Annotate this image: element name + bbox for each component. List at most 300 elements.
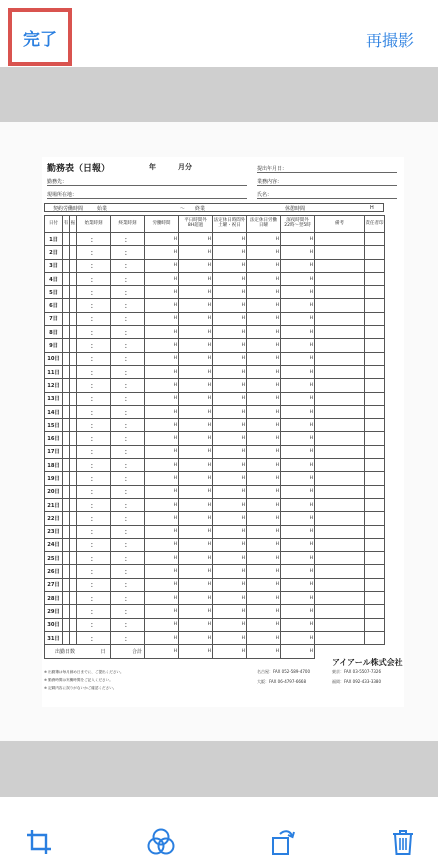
remarks-cell xyxy=(315,246,365,259)
fu-cell xyxy=(70,405,77,418)
note-2: ※ 勤務時間は実働時間をご記入ください。 xyxy=(44,678,113,682)
table-row xyxy=(45,286,385,299)
weekday-ot-cell: H xyxy=(179,432,213,445)
table-row xyxy=(45,578,385,591)
work-hours-cell: H xyxy=(145,432,179,445)
remarks-cell xyxy=(315,352,365,365)
submit-date-line xyxy=(257,172,397,173)
holiday-work-cell: H xyxy=(247,272,281,285)
table-row xyxy=(45,326,385,339)
header-date: 日付 xyxy=(45,216,63,233)
work-hours-cell: H xyxy=(145,565,179,578)
work-hours-cell: H xyxy=(145,339,179,352)
end-time-cell: ： xyxy=(111,259,145,272)
approval-cell xyxy=(365,565,385,578)
night-work-cell: H xyxy=(281,432,315,445)
fu-cell xyxy=(70,259,77,272)
weekday-ot-cell: H xyxy=(179,392,213,405)
yu-cell xyxy=(63,592,70,605)
statutory-ot-cell: H xyxy=(213,512,247,525)
approval-cell xyxy=(365,286,385,299)
weekday-ot-cell: H xyxy=(179,339,213,352)
night-work-cell: H xyxy=(281,339,315,352)
yu-cell xyxy=(63,339,70,352)
yu-cell xyxy=(63,432,70,445)
end-time-cell: ： xyxy=(111,525,145,538)
total-holiday-work: H xyxy=(247,645,281,658)
night-work-cell: H xyxy=(281,299,315,312)
fu-cell xyxy=(70,592,77,605)
work-hours-cell: H xyxy=(145,233,179,246)
remarks-cell xyxy=(315,578,365,591)
night-work-cell: H xyxy=(281,419,315,432)
date-cell: 21日 xyxy=(45,498,63,511)
filter-icon xyxy=(147,828,175,856)
submit-date-label: 提出年月日： xyxy=(257,166,288,172)
yu-cell xyxy=(63,631,70,644)
fu-cell xyxy=(70,246,77,259)
total-work-hours: H xyxy=(145,645,179,658)
fu-cell xyxy=(70,472,77,485)
table-row xyxy=(45,605,385,618)
date-cell: 10日 xyxy=(45,352,63,365)
table-header-row xyxy=(45,216,385,233)
table-row xyxy=(45,312,385,325)
holiday-work-cell: H xyxy=(247,299,281,312)
end-time-cell: ： xyxy=(111,512,145,525)
yu-cell xyxy=(63,525,70,538)
fu-cell xyxy=(70,445,77,458)
holiday-work-cell: H xyxy=(247,379,281,392)
holiday-work-cell: H xyxy=(247,552,281,565)
night-work-cell: H xyxy=(281,605,315,618)
weekday-ot-cell: H xyxy=(179,631,213,644)
yu-cell xyxy=(63,246,70,259)
weekday-ot-cell: H xyxy=(179,618,213,631)
note-1: ※ 出勤簿は毎月締め日までに、ご提出ください。 xyxy=(44,670,124,674)
approval-cell xyxy=(365,445,385,458)
end-time-cell: ： xyxy=(111,432,145,445)
night-work-cell: H xyxy=(281,485,315,498)
approval-cell xyxy=(365,392,385,405)
end-time-cell: ： xyxy=(111,565,145,578)
yu-cell xyxy=(63,259,70,272)
holiday-work-cell: H xyxy=(247,392,281,405)
total-empty xyxy=(315,645,365,658)
rotate-button[interactable] xyxy=(268,827,298,857)
statutory-ot-cell: H xyxy=(213,419,247,432)
end-time-cell: ： xyxy=(111,498,145,511)
weekday-ot-cell: H xyxy=(179,512,213,525)
date-cell: 30日 xyxy=(45,618,63,631)
end-time-cell: ： xyxy=(111,485,145,498)
remarks-cell xyxy=(315,233,365,246)
start-time-cell: ： xyxy=(77,631,111,644)
start-time-cell: ： xyxy=(77,405,111,418)
timesheet-body xyxy=(45,233,385,645)
night-work-cell: H xyxy=(281,272,315,285)
work-hours-cell: H xyxy=(145,392,179,405)
header-holiday-work-label: 法定休日労働 xyxy=(250,218,277,224)
end-time-cell: ： xyxy=(111,459,145,472)
approval-cell xyxy=(365,246,385,259)
work-hours-cell: H xyxy=(145,605,179,618)
remarks-cell xyxy=(315,459,365,472)
break-unit: H xyxy=(370,205,374,211)
fu-cell xyxy=(70,552,77,565)
night-work-cell: H xyxy=(281,326,315,339)
remarks-cell xyxy=(315,525,365,538)
table-row xyxy=(45,365,385,378)
approval-cell xyxy=(365,631,385,644)
weekday-ot-cell: H xyxy=(179,419,213,432)
total-statutory-ot: H xyxy=(213,645,247,658)
note-3: ※ 記載内容に誤りがないかご確認ください。 xyxy=(44,686,117,690)
table-row xyxy=(45,512,385,525)
weekday-ot-cell: H xyxy=(179,565,213,578)
work-hours-cell: H xyxy=(145,631,179,644)
end-time-cell: ： xyxy=(111,233,145,246)
scanned-document xyxy=(42,157,404,707)
date-cell: 24日 xyxy=(45,538,63,551)
approval-cell xyxy=(365,472,385,485)
start-time-cell: ： xyxy=(77,459,111,472)
holiday-work-cell: H xyxy=(247,445,281,458)
night-work-cell: H xyxy=(281,459,315,472)
night-work-cell: H xyxy=(281,246,315,259)
weekday-ot-cell: H xyxy=(179,578,213,591)
yu-cell xyxy=(63,392,70,405)
header-weekday-ot xyxy=(179,216,213,233)
tilde: 〜 xyxy=(180,206,186,212)
trash-icon xyxy=(391,828,415,856)
fax-fukuoka: 福岡：FAX 092-433-3380 xyxy=(332,679,382,684)
night-work-cell: H xyxy=(281,631,315,644)
statutory-ot-cell: H xyxy=(213,259,247,272)
yu-cell xyxy=(63,485,70,498)
statutory-ot-cell: H xyxy=(213,618,247,631)
night-work-cell: H xyxy=(281,578,315,591)
date-cell: 28日 xyxy=(45,592,63,605)
holiday-work-cell: H xyxy=(247,485,281,498)
total-weekday-ot: H xyxy=(179,645,213,658)
night-work-cell: H xyxy=(281,592,315,605)
work-hours-cell: H xyxy=(145,405,179,418)
start-time-cell: ： xyxy=(77,246,111,259)
holiday-work-cell: H xyxy=(247,498,281,511)
approval-cell xyxy=(365,379,385,392)
yu-cell xyxy=(63,326,70,339)
statutory-ot-cell: H xyxy=(213,339,247,352)
remarks-cell xyxy=(315,472,365,485)
night-work-cell: H xyxy=(281,286,315,299)
bottom-toolbar xyxy=(0,797,438,864)
work-hours-cell: H xyxy=(145,459,179,472)
night-work-cell: H xyxy=(281,233,315,246)
fax-tokyo: 東京：FAX 03-5507-7326 xyxy=(332,669,382,674)
holiday-work-cell: H xyxy=(247,525,281,538)
totals-row xyxy=(45,645,385,658)
date-cell: 18日 xyxy=(45,459,63,472)
filter-button[interactable] xyxy=(146,827,176,857)
end-time-cell: ： xyxy=(111,352,145,365)
end-time-cell: ： xyxy=(111,246,145,259)
approval-cell xyxy=(365,259,385,272)
date-cell: 14日 xyxy=(45,405,63,418)
start-time-cell: ： xyxy=(77,592,111,605)
work-hours-cell: H xyxy=(145,379,179,392)
approval-cell xyxy=(365,419,385,432)
date-cell: 5日 xyxy=(45,286,63,299)
table-row xyxy=(45,352,385,365)
attendance-days-label: 出勤日数 xyxy=(55,648,76,655)
statutory-ot-cell: H xyxy=(213,326,247,339)
start-time-cell: ： xyxy=(77,525,111,538)
end-time-cell: ： xyxy=(111,365,145,378)
name-label: 氏名： xyxy=(257,192,273,198)
header-end-time: 終業時刻 xyxy=(111,216,145,233)
statutory-ot-cell: H xyxy=(213,631,247,644)
date-cell: 16日 xyxy=(45,432,63,445)
work-location-line xyxy=(47,198,247,199)
end-time-cell: ： xyxy=(111,326,145,339)
client-line xyxy=(47,185,247,186)
date-cell: 3日 xyxy=(45,259,63,272)
start-time-cell: ： xyxy=(77,485,111,498)
night-work-cell: H xyxy=(281,405,315,418)
remarks-cell xyxy=(315,326,365,339)
crop-button[interactable] xyxy=(24,827,54,857)
approval-cell xyxy=(365,485,385,498)
statutory-ot-cell: H xyxy=(213,272,247,285)
approval-cell xyxy=(365,352,385,365)
fu-cell xyxy=(70,459,77,472)
start-time-cell: ： xyxy=(77,605,111,618)
weekday-ot-cell: H xyxy=(179,485,213,498)
date-cell: 23日 xyxy=(45,525,63,538)
header-night-work xyxy=(281,216,315,233)
work-hours-cell: H xyxy=(145,445,179,458)
header-approval: 責任者印 xyxy=(365,216,385,233)
holiday-work-cell: H xyxy=(247,405,281,418)
end-time-cell: ： xyxy=(111,405,145,418)
retake-button[interactable]: 再撮影 xyxy=(365,31,414,50)
start-time-cell: ： xyxy=(77,445,111,458)
start-time-cell: ： xyxy=(77,392,111,405)
table-row xyxy=(45,272,385,285)
remarks-cell xyxy=(315,432,365,445)
contract-hours-row xyxy=(44,203,384,212)
date-cell: 8日 xyxy=(45,326,63,339)
header-work-hours: 労働時間 xyxy=(145,216,179,233)
remarks-cell xyxy=(315,419,365,432)
year-label: 年 xyxy=(149,163,156,171)
holiday-work-cell: H xyxy=(247,592,281,605)
delete-button[interactable] xyxy=(388,827,418,857)
remarks-cell xyxy=(315,512,365,525)
date-cell: 2日 xyxy=(45,246,63,259)
end-time-cell: ： xyxy=(111,312,145,325)
end-time-cell: ： xyxy=(111,286,145,299)
company-name: アイアール株式会社 xyxy=(332,658,403,667)
table-row xyxy=(45,405,385,418)
start-time-cell: ： xyxy=(77,379,111,392)
fu-cell xyxy=(70,299,77,312)
holiday-work-cell: H xyxy=(247,565,281,578)
holiday-work-cell: H xyxy=(247,605,281,618)
approval-cell xyxy=(365,459,385,472)
remarks-cell xyxy=(315,565,365,578)
table-row xyxy=(45,538,385,551)
approval-cell xyxy=(365,512,385,525)
yu-cell xyxy=(63,405,70,418)
header-statutory-ot-label: 法定休日時間外 xyxy=(213,218,246,224)
date-cell: 20日 xyxy=(45,485,63,498)
end-label: 終業 xyxy=(195,206,206,212)
statutory-ot-cell: H xyxy=(213,552,247,565)
approval-cell xyxy=(365,618,385,631)
business-content-line xyxy=(257,185,397,186)
weekday-ot-cell: H xyxy=(179,459,213,472)
weekday-ot-cell: H xyxy=(179,445,213,458)
end-time-cell: ： xyxy=(111,392,145,405)
holiday-work-cell: H xyxy=(247,246,281,259)
done-button[interactable]: 完了 xyxy=(8,8,72,66)
fu-cell xyxy=(70,432,77,445)
remarks-cell xyxy=(315,618,365,631)
fu-cell xyxy=(70,379,77,392)
table-row xyxy=(45,432,385,445)
statutory-ot-cell: H xyxy=(213,472,247,485)
statutory-ot-cell: H xyxy=(213,578,247,591)
holiday-work-cell: H xyxy=(247,472,281,485)
end-time-cell: ： xyxy=(111,605,145,618)
remarks-cell xyxy=(315,272,365,285)
remarks-cell xyxy=(315,498,365,511)
end-time-cell: ： xyxy=(111,299,145,312)
work-location-label: 現場所在地： xyxy=(47,192,78,198)
work-hours-cell: H xyxy=(145,299,179,312)
yu-cell xyxy=(63,233,70,246)
work-hours-cell: H xyxy=(145,592,179,605)
total-label: 合計 xyxy=(131,648,142,655)
approval-cell xyxy=(365,605,385,618)
top-bar xyxy=(0,0,438,67)
end-time-cell: ： xyxy=(111,339,145,352)
date-cell: 4日 xyxy=(45,272,63,285)
fu-cell xyxy=(70,498,77,511)
end-time-cell: ： xyxy=(111,552,145,565)
remarks-cell xyxy=(315,405,365,418)
start-time-cell: ： xyxy=(77,312,111,325)
yu-cell xyxy=(63,498,70,511)
approval-cell xyxy=(365,233,385,246)
weekday-ot-cell: H xyxy=(179,605,213,618)
business-content-label: 業務内容： xyxy=(257,179,283,185)
remarks-cell xyxy=(315,392,365,405)
table-row xyxy=(45,259,385,272)
work-hours-cell: H xyxy=(145,312,179,325)
yu-cell xyxy=(63,618,70,631)
remarks-cell xyxy=(315,286,365,299)
end-time-cell: ： xyxy=(111,379,145,392)
statutory-ot-cell: H xyxy=(213,592,247,605)
yu-cell xyxy=(63,352,70,365)
weekday-ot-cell: H xyxy=(179,525,213,538)
fu-cell xyxy=(70,326,77,339)
date-cell: 11日 xyxy=(45,365,63,378)
weekday-ot-cell: H xyxy=(179,592,213,605)
fu-cell xyxy=(70,578,77,591)
date-cell: 25日 xyxy=(45,552,63,565)
approval-cell xyxy=(365,365,385,378)
yu-cell xyxy=(63,312,70,325)
header-weekday-ot-label: 平日時間外 xyxy=(184,218,207,224)
night-work-cell: H xyxy=(281,312,315,325)
holiday-work-cell: H xyxy=(247,618,281,631)
night-work-cell: H xyxy=(281,259,315,272)
holiday-work-cell: H xyxy=(247,286,281,299)
work-hours-cell: H xyxy=(145,538,179,551)
approval-cell xyxy=(365,525,385,538)
header-start-time: 始業時刻 xyxy=(77,216,111,233)
header-fu: 振 xyxy=(70,216,77,233)
total-night-work: H xyxy=(281,645,315,658)
work-hours-cell: H xyxy=(145,485,179,498)
approval-cell xyxy=(365,592,385,605)
approval-cell xyxy=(365,339,385,352)
yu-cell xyxy=(63,286,70,299)
holiday-work-cell: H xyxy=(247,419,281,432)
night-work-cell: H xyxy=(281,498,315,511)
holiday-work-cell: H xyxy=(247,326,281,339)
holiday-work-cell: H xyxy=(247,352,281,365)
work-hours-cell: H xyxy=(145,259,179,272)
date-cell: 22日 xyxy=(45,512,63,525)
start-time-cell: ： xyxy=(77,538,111,551)
table-row xyxy=(45,565,385,578)
start-time-cell: ： xyxy=(77,286,111,299)
holiday-work-cell: H xyxy=(247,365,281,378)
yu-cell xyxy=(63,512,70,525)
holiday-work-cell: H xyxy=(247,233,281,246)
work-hours-cell: H xyxy=(145,419,179,432)
table-row xyxy=(45,459,385,472)
start-time-cell: ： xyxy=(77,419,111,432)
night-work-cell: H xyxy=(281,472,315,485)
approval-cell xyxy=(365,272,385,285)
work-hours-cell: H xyxy=(145,498,179,511)
table-row xyxy=(45,485,385,498)
fu-cell xyxy=(70,419,77,432)
statutory-ot-cell: H xyxy=(213,538,247,551)
night-work-cell: H xyxy=(281,565,315,578)
work-hours-cell: H xyxy=(145,552,179,565)
contract-hours-label: 契約労働時間 xyxy=(53,206,84,212)
work-hours-cell: H xyxy=(145,352,179,365)
statutory-ot-cell: H xyxy=(213,405,247,418)
total-label-cell xyxy=(111,645,145,658)
statutory-ot-cell: H xyxy=(213,445,247,458)
work-hours-cell: H xyxy=(145,286,179,299)
holiday-work-cell: H xyxy=(247,312,281,325)
start-time-cell: ： xyxy=(77,259,111,272)
fax-nagoya: 名古屋：FAX 052-589-4700 xyxy=(257,669,311,674)
weekday-ot-cell: H xyxy=(179,538,213,551)
statutory-ot-cell: H xyxy=(213,233,247,246)
date-cell: 6日 xyxy=(45,299,63,312)
statutory-ot-cell: H xyxy=(213,485,247,498)
